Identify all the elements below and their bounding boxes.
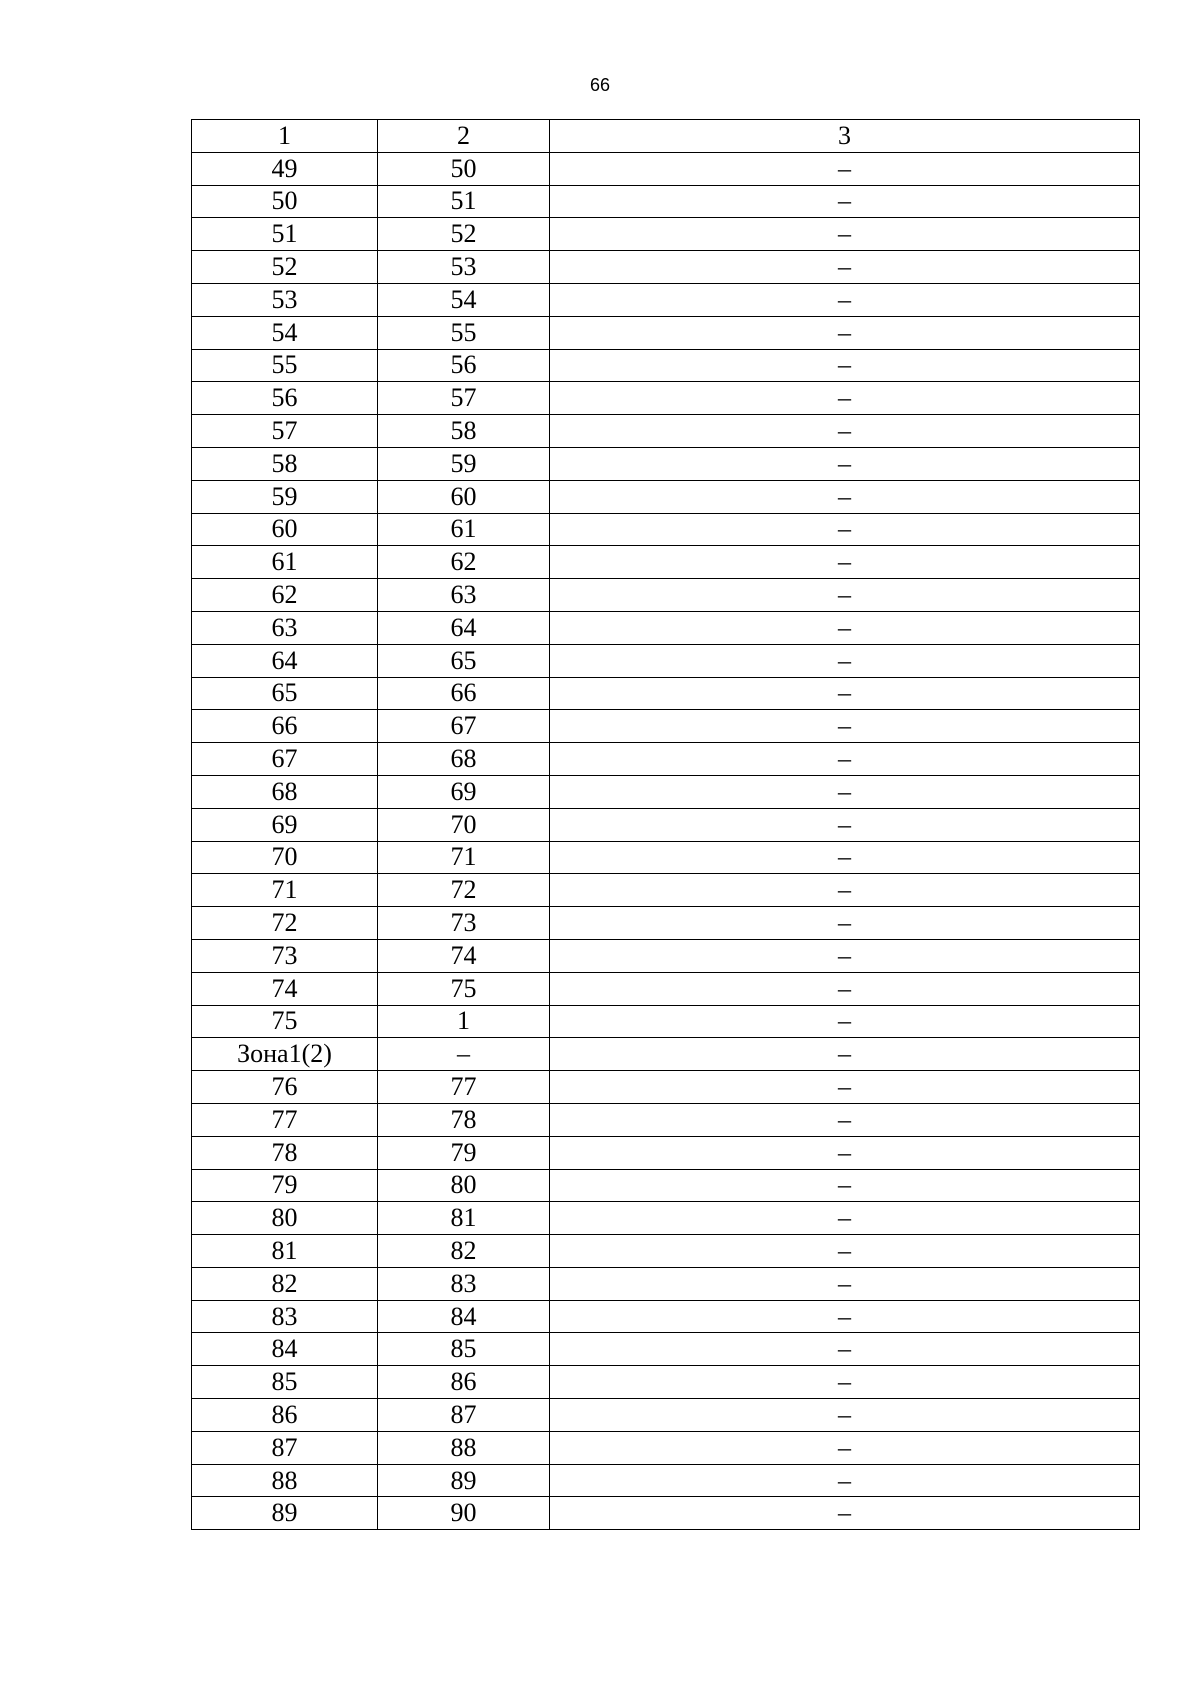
table-cell-col3: – [550,1300,1140,1333]
table-cell-col1: 83 [192,1300,378,1333]
table-cell-col1: 78 [192,1136,378,1169]
table-cell-col2: 50 [378,152,550,185]
table-cell-col1: 85 [192,1366,378,1399]
table-cell-col2: 73 [378,907,550,940]
table-cell-col3: – [550,1497,1140,1530]
table-cell-col1: 81 [192,1235,378,1268]
table-cell-col3: – [550,316,1140,349]
table-row [192,382,1140,415]
table-row [192,1399,1140,1432]
table-cell-col2: 61 [378,513,550,546]
table-cell-col3: – [550,1103,1140,1136]
table-cell-col3: – [550,644,1140,677]
table-cell-col2: 55 [378,316,550,349]
table-cell-col2: 84 [378,1300,550,1333]
table-cell-col1: 77 [192,1103,378,1136]
table-cell-col3: – [550,677,1140,710]
table-cell-col1: 64 [192,644,378,677]
table-row [192,480,1140,513]
table-cell-col3: – [550,775,1140,808]
table-cell-col1: 75 [192,1005,378,1038]
page-number: 66 [589,75,611,95]
header-cell-col2: 2 [378,120,550,153]
table-cell-col3: – [550,1071,1140,1104]
table-row [192,251,1140,284]
table-row [192,1005,1140,1038]
table-body [192,120,1140,1530]
table-cell-col2: 83 [378,1267,550,1300]
table-cell-col2: 71 [378,841,550,874]
table-cell-col1: 70 [192,841,378,874]
table-cell-col3: – [550,349,1140,382]
table-row [192,1464,1140,1497]
table-cell-col3: – [550,1202,1140,1235]
table-cell-col3: – [550,382,1140,415]
table-cell-col1: Зона1(2) [192,1038,378,1071]
header-cell-col1: 1 [192,120,378,153]
table-cell-col3: – [550,808,1140,841]
table-cell-col1: 72 [192,907,378,940]
table-cell-col3: – [550,743,1140,776]
table-row [192,775,1140,808]
table-cell-col2: 78 [378,1103,550,1136]
table-row [192,316,1140,349]
table-cell-col3: – [550,1136,1140,1169]
table-cell-col3: – [550,907,1140,940]
table-cell-col3: – [550,874,1140,907]
table-cell-col2: 87 [378,1399,550,1432]
table-header-row [192,120,1140,153]
table-cell-col3: – [550,480,1140,513]
table-cell-col1: 62 [192,579,378,612]
table-cell-col3: – [550,939,1140,972]
table-cell-col2: 88 [378,1431,550,1464]
table-cell-col2: 59 [378,447,550,480]
table-cell-col1: 49 [192,152,378,185]
table-cell-col2: 79 [378,1136,550,1169]
table-cell-col2: 62 [378,546,550,579]
table-cell-col1: 60 [192,513,378,546]
table-row [192,349,1140,382]
table-cell-col2: 56 [378,349,550,382]
table-cell-col1: 63 [192,611,378,644]
table-cell-col1: 56 [192,382,378,415]
table-cell-col1: 76 [192,1071,378,1104]
table-cell-col3: – [550,251,1140,284]
table-row [192,1431,1140,1464]
table-row [192,677,1140,710]
table-cell-col2: 85 [378,1333,550,1366]
table-cell-col1: 66 [192,710,378,743]
table-cell-col2: 70 [378,808,550,841]
table-cell-col3: – [550,1333,1140,1366]
table-cell-col3: – [550,710,1140,743]
table-cell-col3: – [550,972,1140,1005]
table-row [192,710,1140,743]
table-row [192,808,1140,841]
table-cell-col1: 59 [192,480,378,513]
table-cell-col1: 87 [192,1431,378,1464]
table-cell-col2: – [378,1038,550,1071]
table-cell-col3: – [550,1431,1140,1464]
table-row [192,644,1140,677]
table-cell-col2: 90 [378,1497,550,1530]
table-cell-col1: 74 [192,972,378,1005]
table-cell-col2: 82 [378,1235,550,1268]
table-cell-col1: 57 [192,415,378,448]
table-cell-col2: 74 [378,939,550,972]
table-cell-col2: 81 [378,1202,550,1235]
table-cell-col1: 54 [192,316,378,349]
table-cell-col3: – [550,1169,1140,1202]
table-row [192,743,1140,776]
table-cell-col3: – [550,185,1140,218]
table-cell-col1: 68 [192,775,378,808]
table-row [192,1235,1140,1268]
table-cell-col2: 67 [378,710,550,743]
table-cell-col1: 50 [192,185,378,218]
table-cell-col2: 69 [378,775,550,808]
table-cell-col3: – [550,611,1140,644]
table-cell-col1: 73 [192,939,378,972]
table-row [192,1497,1140,1530]
table-row [192,546,1140,579]
table-cell-col3: – [550,415,1140,448]
table-cell-col1: 61 [192,546,378,579]
table-cell-col3: – [550,1399,1140,1432]
table-cell-col2: 80 [378,1169,550,1202]
table-cell-col2: 52 [378,218,550,251]
table-row [192,218,1140,251]
table-cell-col3: – [550,579,1140,612]
table-cell-col2: 66 [378,677,550,710]
table-cell-col1: 52 [192,251,378,284]
table-cell-col2: 58 [378,415,550,448]
table-row [192,185,1140,218]
table-row [192,1136,1140,1169]
table-cell-col1: 82 [192,1267,378,1300]
table-row [192,579,1140,612]
table-cell-col1: 79 [192,1169,378,1202]
table-cell-col3: – [550,283,1140,316]
table-row [192,841,1140,874]
table-cell-col3: – [550,1366,1140,1399]
table-cell-col3: – [550,447,1140,480]
table-row [192,415,1140,448]
table-row [192,1202,1140,1235]
table-row [192,1267,1140,1300]
table-cell-col2: 57 [378,382,550,415]
table-row [192,513,1140,546]
table-cell-col3: – [550,1038,1140,1071]
table-row [192,1103,1140,1136]
table-row [192,1038,1140,1071]
table-row [192,939,1140,972]
table-cell-col1: 67 [192,743,378,776]
table-cell-col2: 86 [378,1366,550,1399]
table-cell-col2: 54 [378,283,550,316]
table-row [192,874,1140,907]
table-cell-col2: 51 [378,185,550,218]
table-cell-col2: 64 [378,611,550,644]
table-row [192,447,1140,480]
table-cell-col2: 72 [378,874,550,907]
table-cell-col3: – [550,1005,1140,1038]
header-cell-col3: 3 [550,120,1140,153]
table-cell-col2: 75 [378,972,550,1005]
table-cell-col3: – [550,841,1140,874]
table-cell-col2: 77 [378,1071,550,1104]
table-cell-col1: 84 [192,1333,378,1366]
table-cell-col2: 68 [378,743,550,776]
data-table [191,119,1140,1530]
table-row [192,611,1140,644]
table-cell-col3: – [550,1267,1140,1300]
table-row [192,283,1140,316]
table-cell-col1: 88 [192,1464,378,1497]
table-cell-col1: 51 [192,218,378,251]
table-cell-col3: – [550,218,1140,251]
table-cell-col1: 80 [192,1202,378,1235]
table-cell-col2: 63 [378,579,550,612]
table-cell-col1: 89 [192,1497,378,1530]
table-cell-col2: 89 [378,1464,550,1497]
table-cell-col1: 71 [192,874,378,907]
table-cell-col3: – [550,1464,1140,1497]
table-cell-col1: 55 [192,349,378,382]
table-row [192,1169,1140,1202]
table-cell-col1: 69 [192,808,378,841]
table-cell-col2: 65 [378,644,550,677]
table-cell-col1: 58 [192,447,378,480]
table-cell-col3: – [550,152,1140,185]
table-row [192,972,1140,1005]
table-row [192,1300,1140,1333]
table-cell-col3: – [550,513,1140,546]
table-row [192,152,1140,185]
table-row [192,1366,1140,1399]
table-row [192,1071,1140,1104]
table-cell-col3: – [550,546,1140,579]
table-cell-col3: – [550,1235,1140,1268]
table-cell-col2: 53 [378,251,550,284]
table-cell-col1: 53 [192,283,378,316]
table-cell-col2: 1 [378,1005,550,1038]
table-row [192,907,1140,940]
table-cell-col2: 60 [378,480,550,513]
table-cell-col1: 86 [192,1399,378,1432]
table-row [192,1333,1140,1366]
table-cell-col1: 65 [192,677,378,710]
